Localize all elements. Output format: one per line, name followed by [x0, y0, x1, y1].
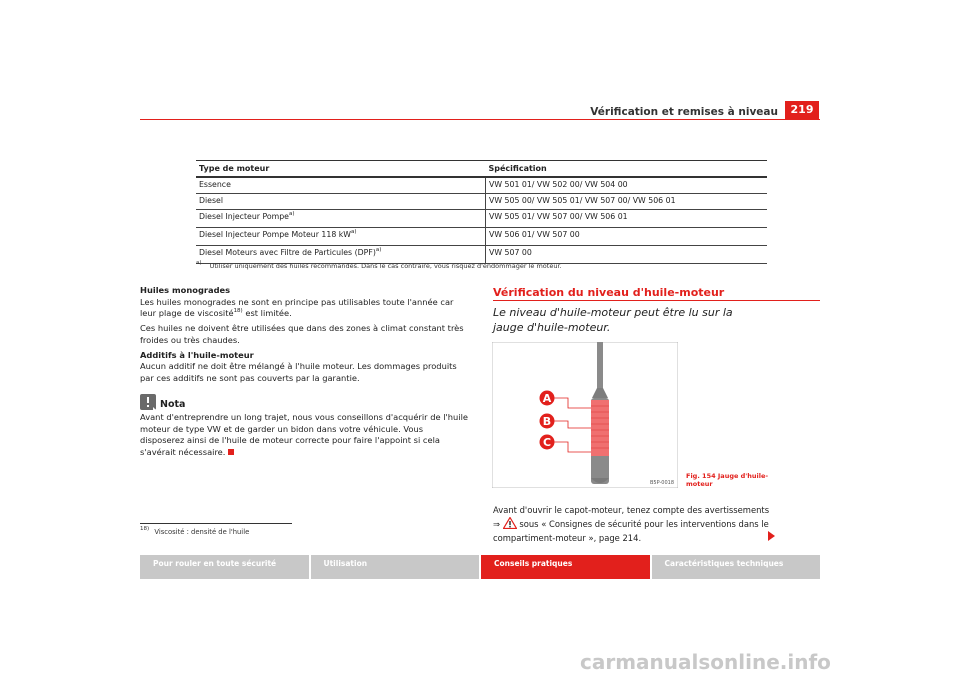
- warning-text: Avant d'ouvrir le capot-moteur, tenez compte des avertissements: [493, 505, 770, 515]
- paragraph-additives: Aucun additif ne doit être mélangé à l'huile moteur. Les dommages produits par ces additifs ne sont pas couverts par la garantie.: [140, 361, 457, 383]
- footnote-divider: [140, 523, 292, 524]
- table-header-row: [196, 161, 767, 178]
- table-cell-spec: VW 507 00: [486, 246, 768, 264]
- warning-text: sous « Consignes de sécurité pour les interventions dans le compartiment-moteur », page 214.: [493, 518, 769, 543]
- engine-text: Diesel Injecteur Pompe Moteur 118 kW: [199, 230, 352, 239]
- end-of-section-icon: [228, 449, 234, 455]
- page-footnote: [140, 528, 249, 536]
- table-footnote-text: Utiliser uniquement des huiles recommandés. Dans le cas contraire, vous risquez d'endommager le moteur.: [209, 262, 562, 270]
- nav-tab-securite[interactable]: Pour rouler en toute sécurité: [140, 555, 309, 579]
- next-page-arrow-icon[interactable]: [768, 531, 775, 541]
- heading-monograde: Huiles monogrades: [140, 285, 231, 295]
- footnote-ref: 18): [233, 308, 243, 314]
- nota-heading: [140, 394, 470, 410]
- callout-label-c: C: [542, 436, 552, 449]
- figure-caption: Fig. 154 Jauge d'huile-moteur: [686, 472, 769, 488]
- page-header-title: Vérification et remises à niveau: [590, 106, 778, 118]
- chapter-nav: [140, 555, 820, 579]
- nota-body: Avant d'entreprendre un long trajet, nous vous conseillons d'acquérir de l'huile moteur de type VW et de garder un bidon dans votre véhicule. Vous disposerez ainsi de l'huile de moteur correcte pour faire l'appoint si cela s'avérait nécessaire.: [140, 412, 469, 457]
- dipstick-figure: [492, 342, 678, 488]
- footnote-text: Viscosité : densité de l'huile: [154, 528, 250, 536]
- nav-tab-utilisation[interactable]: Utilisation: [311, 555, 480, 579]
- reference-arrow: ⇒: [493, 518, 501, 529]
- warning-triangle-icon: [503, 517, 517, 533]
- section-lead: Le niveau d'huile-moteur peut être lu sur la jauge d'huile-moteur.: [493, 306, 733, 334]
- paragraph-text: Les huiles monogrades ne sont en principe pas utilisables toute l'année car leur plage de viscosité: [140, 296, 454, 318]
- table-row: [196, 228, 767, 246]
- table-cell-engine: [196, 246, 486, 264]
- table-cell-spec: VW 505 00/ VW 505 01/ VW 507 00/ VW 506 01: [486, 194, 768, 210]
- paragraph-monograde: [140, 297, 470, 320]
- dipstick-rod: [597, 342, 603, 390]
- oil-spec-table: [196, 160, 767, 264]
- table-row: [196, 194, 767, 210]
- table-header-engine: Type de moteur: [196, 161, 486, 178]
- table-row: [196, 210, 767, 228]
- watermark: carmanualsonline.info: [580, 650, 831, 674]
- nav-tab-conseils[interactable]: Conseils pratiques: [481, 555, 650, 579]
- footnote-ref: a): [351, 229, 357, 235]
- footnote-mark: 18): [140, 526, 150, 532]
- section-title: Vérification du niveau d'huile-moteur: [493, 286, 725, 299]
- table-cell-engine: [196, 177, 486, 194]
- table-cell-spec: VW 506 01/ VW 507 00: [486, 228, 768, 246]
- nav-tab-caracteristiques[interactable]: Caractéristiques techniques: [652, 555, 821, 579]
- table-header-spec: Spécification: [486, 161, 768, 178]
- table-footnote: [196, 262, 776, 270]
- paragraph-text: est limitée.: [242, 308, 292, 318]
- footnote-ref: a): [375, 247, 382, 253]
- nota-label: Nota: [160, 398, 186, 410]
- table-cell-engine: [196, 194, 486, 210]
- figure-code: B5P-0018: [649, 480, 674, 486]
- paragraph-climate: Ces huiles ne doivent être utilisées que dans des zones à climat constant très froides ou très chaudes.: [140, 323, 464, 345]
- callout-label-b: B: [542, 415, 552, 428]
- left-column: [140, 285, 470, 462]
- table-cell-spec: VW 505 01/ VW 507 00/ VW 506 01: [486, 210, 768, 228]
- engine-text: Diesel Moteurs avec Filtre de Particules (DPF): [199, 248, 376, 257]
- header-divider: [140, 119, 820, 120]
- table-row: [196, 177, 767, 194]
- table-cell-spec: VW 501 01/ VW 502 00/ VW 504 00: [486, 177, 768, 194]
- heading-additives: Additifs à l'huile-moteur: [140, 349, 254, 360]
- nota-text: [140, 412, 470, 458]
- dipstick-illustration: [492, 342, 678, 488]
- footnote-ref: a): [288, 211, 295, 217]
- table-cell-engine: [196, 210, 486, 228]
- table-cell-engine: [196, 228, 486, 246]
- engine-text: Essence: [199, 180, 231, 189]
- table-footnote-mark: a): [196, 260, 202, 266]
- callout-label-a: A: [542, 392, 552, 405]
- section-divider: [493, 300, 820, 301]
- page-number: 219: [785, 101, 819, 119]
- engine-text: Diesel Injecteur Pompe: [199, 212, 289, 221]
- warning-paragraph: [493, 504, 783, 545]
- engine-text: Diesel: [199, 196, 223, 205]
- table-row: [196, 246, 767, 264]
- note-icon: [140, 394, 156, 410]
